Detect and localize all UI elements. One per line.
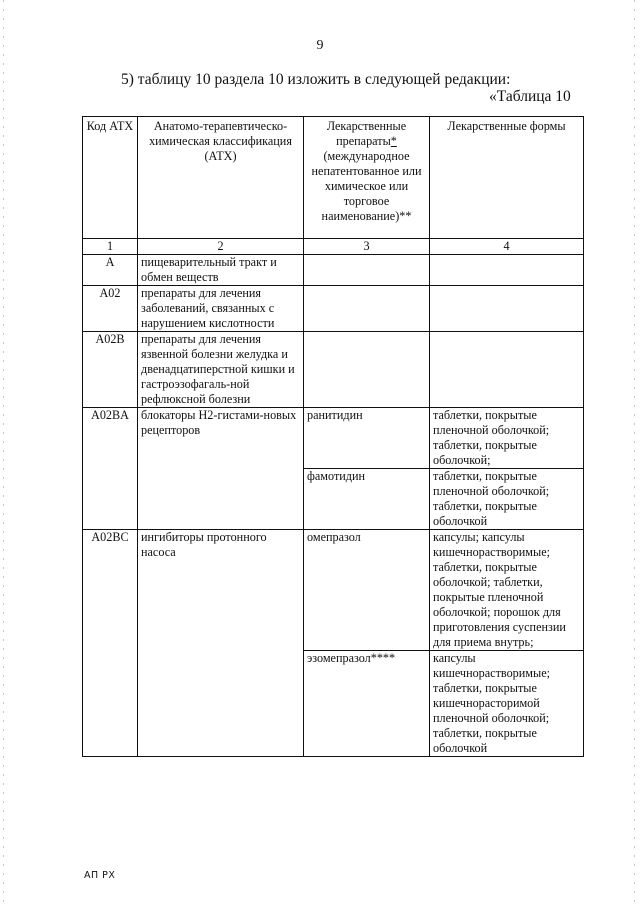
dosage-forms: таблетки, покрытые пленочной оболочкой; таблетки, покрытые оболочкой xyxy=(430,469,584,530)
right-margin-dotted-line xyxy=(634,0,635,905)
empty-drug-cell xyxy=(304,286,430,332)
left-margin-dotted-line xyxy=(3,0,4,905)
table-row xyxy=(83,530,584,651)
header-drugs-prefix: препараты xyxy=(336,134,391,148)
column-number: 3 xyxy=(304,239,430,255)
empty-form-cell xyxy=(430,286,584,332)
empty-drug-cell xyxy=(304,332,430,408)
atx-code: A02BA xyxy=(83,408,138,530)
column-number: 4 xyxy=(430,239,584,255)
table-row xyxy=(83,332,584,408)
amendment-intro: 5) таблицу 10 раздела 10 изложить в следующей редакции: xyxy=(121,71,511,88)
table-row xyxy=(83,408,584,469)
atx-group-name: препараты для лечения заболеваний, связанных с нарушением кислотности xyxy=(138,286,304,332)
footer-mark: АП РХ xyxy=(84,870,116,881)
header-drugs-rest: (международное непатентованное или химическое или торговое наименование)** xyxy=(311,149,422,223)
page-number: 9 xyxy=(316,38,324,53)
column-number: 1 xyxy=(83,239,138,255)
drug-name: фамотидин xyxy=(304,469,430,530)
atx-code: A02B xyxy=(83,332,138,408)
atx-code: A02 xyxy=(83,286,138,332)
atx-code: A02BC xyxy=(83,530,138,757)
drug-name: эзомепразол**** xyxy=(304,651,430,757)
header-drugs-line1: Лекарственные xyxy=(326,119,407,133)
header-forms: Лекарственные формы xyxy=(430,117,584,239)
dosage-forms: таблетки, покрытые пленочной оболочкой; таблетки, покрытые оболочкой; xyxy=(430,408,584,469)
table-row xyxy=(83,286,584,332)
atx-group-name: блокаторы H2-гистами-новых рецепторов xyxy=(138,408,304,530)
empty-form-cell xyxy=(430,255,584,286)
atx-group-name: ингибиторы протонного насоса xyxy=(138,530,304,757)
table-row xyxy=(83,255,584,286)
drug-name: ранитидин xyxy=(304,408,430,469)
dosage-forms: капсулы кишечнорастворимые; таблетки, покрытые кишечнорасторимой пленочной оболочкой; таблетки, покрытые оболочкой xyxy=(430,651,584,757)
atx-code: A xyxy=(83,255,138,286)
drug-name: омепразол xyxy=(304,530,430,651)
header-drugs xyxy=(304,117,430,239)
header-classification: Анатомо-терапевтическо-химическая классификация (АТХ) xyxy=(138,117,304,239)
column-number: 2 xyxy=(138,239,304,255)
dosage-forms: капсулы; капсулы кишечнорастворимые; таблетки, покрытые оболочкой; таблетки, покрытые пленочной оболочкой; порошок для приготовления суспензии для приема внутрь; xyxy=(430,530,584,651)
empty-drug-cell xyxy=(304,255,430,286)
header-code: Код АТХ xyxy=(83,117,138,239)
column-number-row xyxy=(83,239,584,255)
atx-group-name: препараты для лечения язвенной болезни желудка и двенадцатиперстной кишки и гастроэзофагаль-ной рефлюксной болезни xyxy=(138,332,304,408)
atx-group-name: пищеварительный тракт и обмен веществ xyxy=(138,255,304,286)
atx-drug-table xyxy=(82,116,584,757)
footnote-asterisk-link[interactable]: * xyxy=(390,134,397,148)
empty-form-cell xyxy=(430,332,584,408)
table-caption: «Таблица 10 xyxy=(489,88,571,105)
table-header-row xyxy=(83,117,584,239)
